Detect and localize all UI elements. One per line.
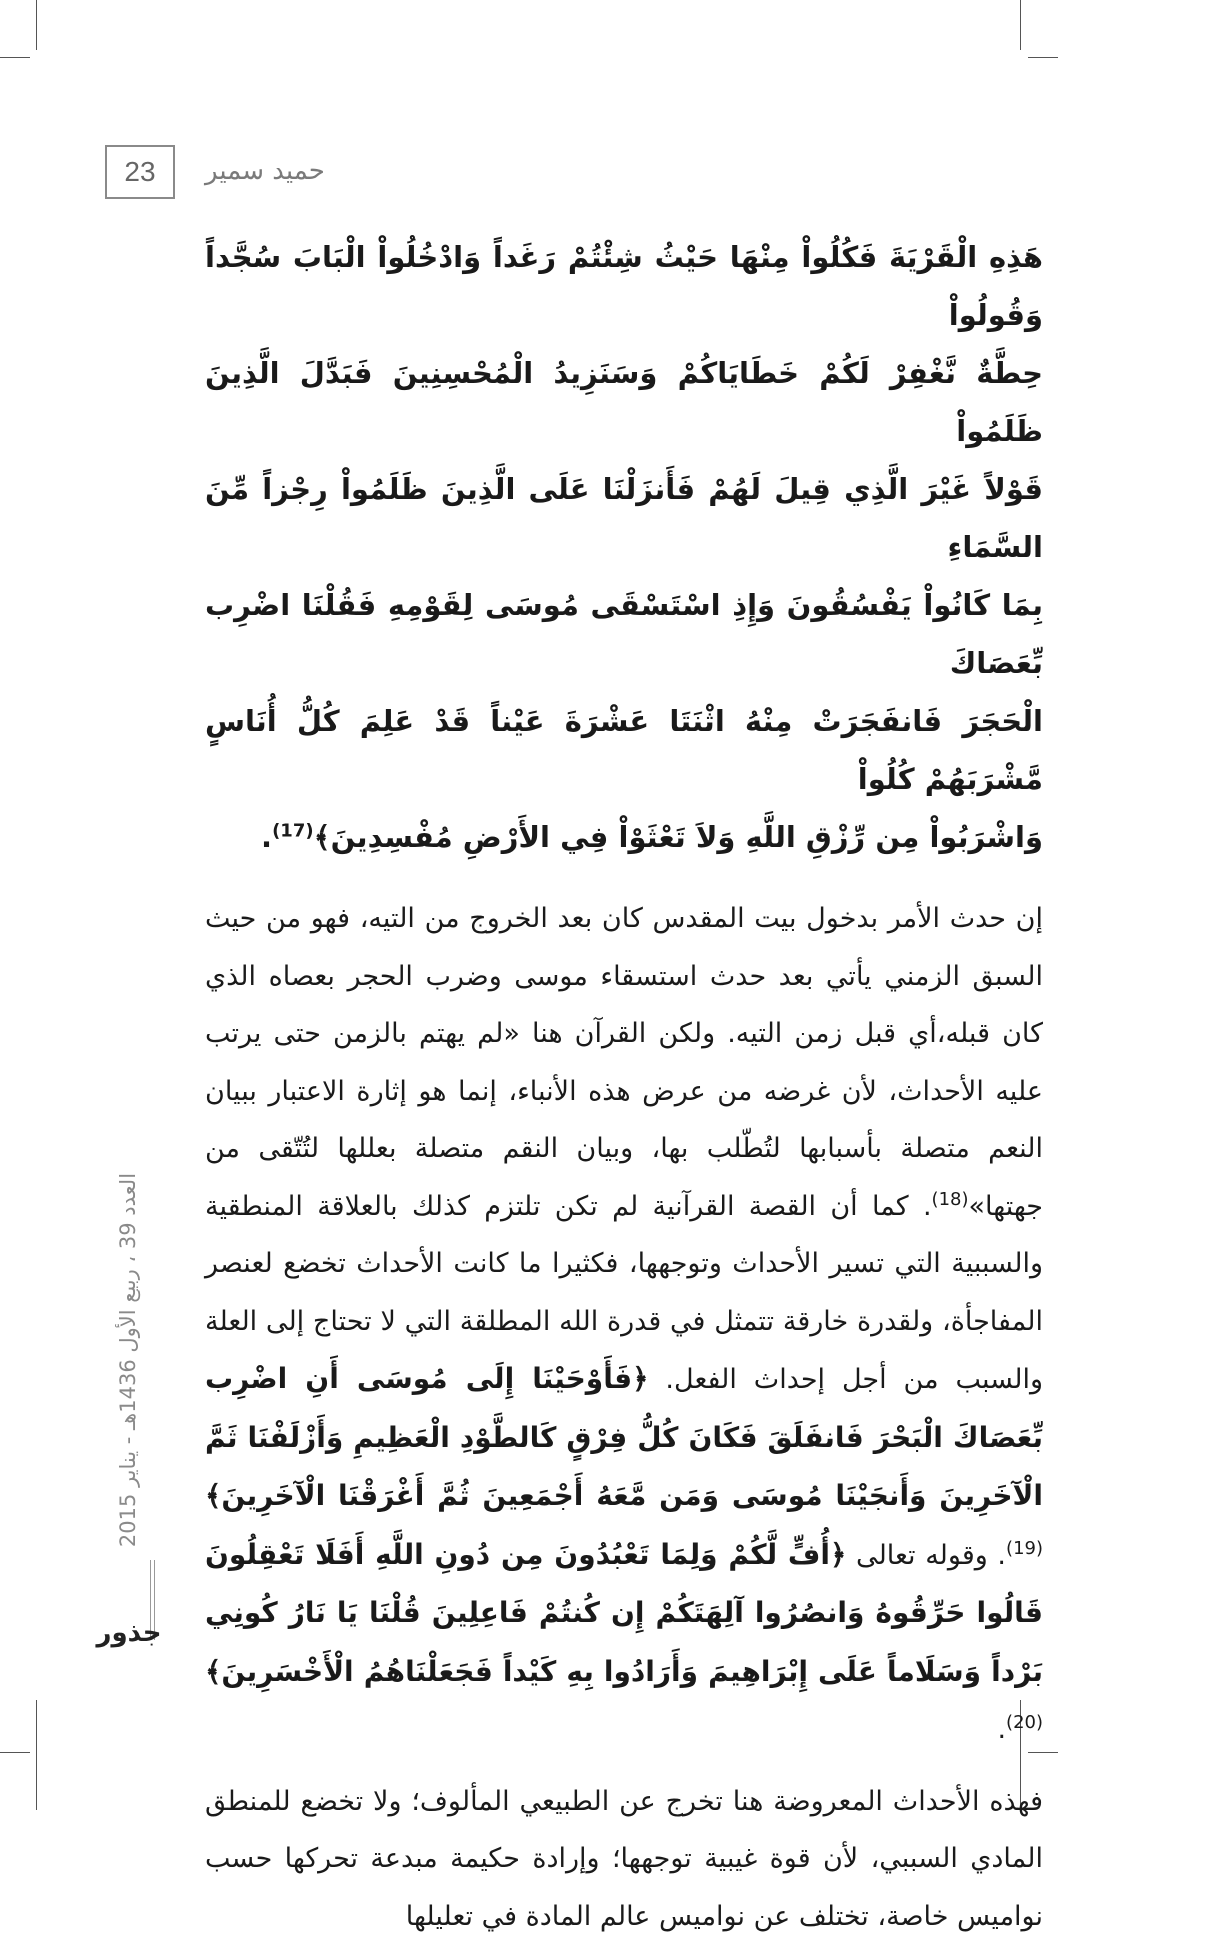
inline-quran-verse: ﴿أُفٍّ لَّكُمْ وَلِمَا تَعْبُدُونَ مِن دُونِ اللَّهِ أَفَلَا تَعْقِلُونَ قَالُوا حَرِّقُوهُ وَانصُرُوا آلِهَتَكُمْ إِن كُنتُمْ فَاعِلِينَ قُلْنَا يَا نَارُ كُونِي بَرْداً وَسَلَاماً عَلَى إِبْرَاهِيمَ وَأَرَادُوا بِهِ كَيْداً فَجَعَلْنَاهُمُ الْأَخْسَرِينَ﴾ xyxy=(205,1538,1043,1688)
crop-mark xyxy=(1028,57,1058,58)
paragraph xyxy=(205,890,1043,1759)
inline-quran-verse: ﴿فَأَوْحَيْنَا إِلَى مُوسَى أَنِ اضْرِب بِّعَصَاكَ الْبَحْرَ فَانفَلَقَ فَكَانَ كُلُّ فِرْقٍ كَالطَّوْدِ الْعَظِيمِ وَأَزْلَفْنَا ثَمَّ الْآخَرِينَ وَأَنجَيْنَا مُوسَى وَمَن مَّعَهُ أَجْمَعِينَ ثُمَّ أَغْرَقْنَا الْآخَرِينَ﴾ xyxy=(205,1362,1043,1512)
footnote-ref-18: (18) xyxy=(932,1189,969,1210)
verse-line-last: وَاشْرَبُواْ مِن رِّزْقِ اللَّهِ وَلاَ تَعْثَوْاْ فِي الأَرْضِ مُفْسِدِينَ﴾$^{(17)}$. xyxy=(205,808,1043,866)
paragraph-text: . وقوله تعالى xyxy=(846,1540,1006,1571)
verse-line: بِمَا كَانُواْ يَفْسُقُونَ وَإِذِ اسْتَسْقَى مُوسَى لِقَوْمِهِ فَقُلْنَا اضْرِب بِّعَصَاكَ xyxy=(205,576,1043,692)
issue-info-vertical: العدد 39 ، ربيع الأول 1436هـ - يناير 2015 xyxy=(116,1100,140,1620)
paragraph: فهذه الأحداث المعروضة هنا تخرج عن الطبيعي المألوف؛ ولا تخضع للمنطق المادي السببي، لأن قوة غيبية توجهها؛ وإرادة حكيمة مبدعة تحركها حسب نواميس خاصة، تختلف عن نواميس عالم المادة في تعليلها xyxy=(205,1773,1043,1945)
crop-mark xyxy=(0,1752,30,1753)
page-body xyxy=(205,228,1043,1945)
footnote-ref-20: (20) xyxy=(1006,1712,1043,1733)
verse-text: وَاشْرَبُواْ مِن رِّزْقِ اللَّهِ وَلاَ تَعْثَوْاْ فِي الأَرْضِ مُفْسِدِينَ﴾ xyxy=(314,820,1043,854)
footnote-ref-17: (17) xyxy=(272,820,314,841)
journal-logo: جذور xyxy=(96,1618,162,1654)
crop-mark xyxy=(0,57,30,58)
quran-verse-block xyxy=(205,228,1043,866)
footnote-ref-19: (19) xyxy=(1006,1538,1043,1559)
page-number: 23 xyxy=(105,145,175,199)
verse-line: حِطَّةٌ نَّغْفِرْ لَكُمْ خَطَايَاكُمْ وَسَنَزِيدُ الْمُحْسِنِينَ فَبَدَّلَ الَّذِينَ ظَلَمُواْ xyxy=(205,344,1043,460)
verse-line: قَوْلاً غَيْرَ الَّذِي قِيلَ لَهُمْ فَأَنزَلْنَا عَلَى الَّذِينَ ظَلَمُواْ رِجْزاً مِّنَ السَّمَاءِ xyxy=(205,460,1043,576)
running-head-author: حميد سمير xyxy=(205,156,325,186)
crop-mark xyxy=(36,0,37,50)
crop-mark xyxy=(1020,0,1021,50)
verse-line: الْحَجَرَ فَانفَجَرَتْ مِنْهُ اثْنَتَا عَشْرَةَ عَيْناً قَدْ عَلِمَ كُلُّ أُنَاسٍ مَّشْرَبَهُمْ كُلُواْ xyxy=(205,692,1043,808)
paragraph-text: . xyxy=(997,1714,1006,1745)
crop-mark xyxy=(36,1700,37,1810)
verse-line: هَذِهِ الْقَرْيَةَ فَكُلُواْ مِنْهَا حَيْثُ شِئْتُمْ رَغَداً وَادْخُلُواْ الْبَابَ سُجَّداً وَقُولُواْ xyxy=(205,228,1043,344)
paragraph-text: . كما أن القصة القرآنية لم تكن تلتزم كذلك بالعلاقة المنطقية والسببية التي تسير الأحداث وتوجهها، فكثيرا ما كانت الأحداث تخضع لعنصر المفاجأة، ولقدرة خارقة تتمثل في قدرة الله المطلقة التي لا تحتاج إلى العلة والسبب من أجل إحداث الفعل. xyxy=(205,1191,1043,1396)
paragraph-text: إن حدث الأمر بدخول بيت المقدس كان بعد الخروج من التيه، فهو من حيث السبق الزمني يأتي بعد حدث استسقاء موسى وضرب الحجر بعصاه الذي كان قبله،أي قبل زمن التيه. ولكن القرآن هنا «لم يهتم بالزمن حتى يرتب عليه الأحداث، لأن غرضه من عرض هذه الأنباء، إنما هو إثارة الاعتبار ببيان النعم متصلة بأسبابها لتُطّلب بها، وبيان النقم متصلة بعللها لتُتّقى من جهتها» xyxy=(205,903,1043,1222)
